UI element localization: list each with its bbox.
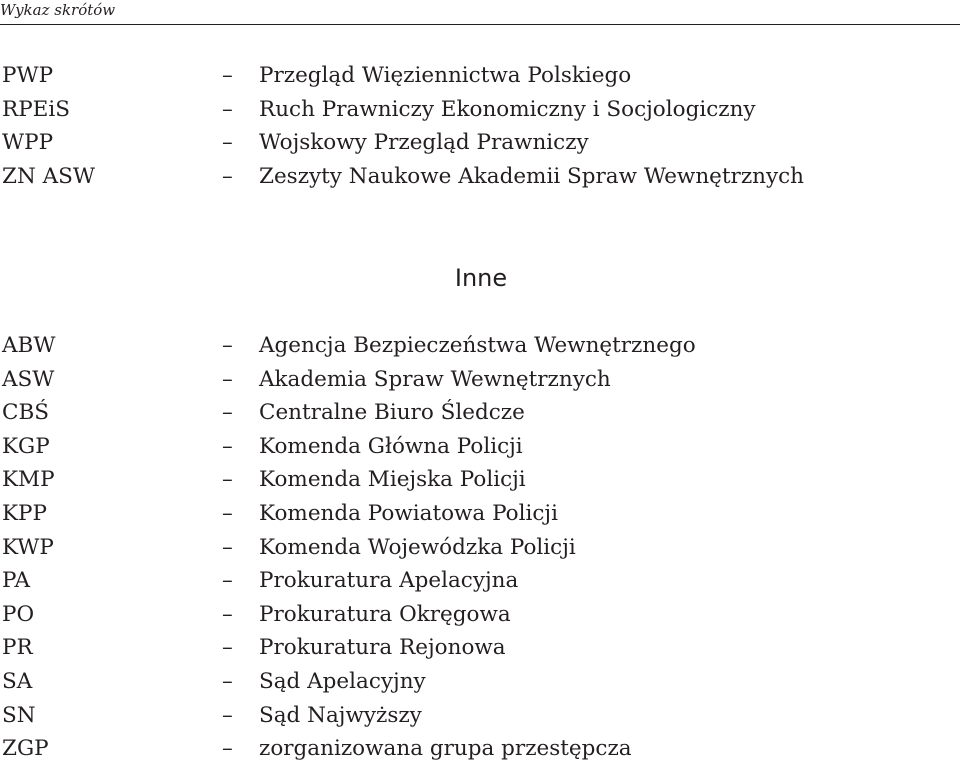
other-abbreviation-list — [0, 329, 960, 766]
abbreviation: ZN ASW — [2, 163, 95, 189]
abbreviation: ZGP — [2, 736, 49, 762]
abbreviation: KMP — [2, 467, 55, 493]
full-name: zorganizowana grupa przestępcza — [259, 736, 632, 762]
dash-separator: – — [222, 668, 233, 694]
abbreviation-entry — [0, 363, 960, 397]
abbreviation: RPEiS — [2, 96, 70, 122]
full-name: Zeszyty Naukowe Akademii Spraw Wewnętrznych — [259, 163, 805, 189]
full-name: Centralne Biuro Śledcze — [259, 400, 525, 426]
dash-separator: – — [222, 163, 233, 189]
dash-separator: – — [222, 601, 233, 627]
full-name: Akademia Spraw Wewnętrznych — [259, 366, 611, 392]
dash-separator: – — [222, 333, 233, 358]
full-name: Komenda Wojewódzka Policji — [259, 534, 576, 560]
abbreviation-entry — [0, 430, 960, 464]
full-name: Przegląd Więziennictwa Polskiego — [259, 63, 632, 88]
abbreviation-entry — [0, 93, 960, 127]
abbreviation-entry — [0, 396, 960, 430]
full-name: Prokuratura Apelacyjna — [259, 568, 519, 594]
abbreviation: KWP — [2, 534, 54, 560]
abbreviation-entry — [0, 699, 960, 733]
abbreviation-entry — [0, 59, 960, 93]
dash-separator: – — [222, 467, 233, 493]
abbreviation: KGP — [2, 433, 50, 459]
dash-separator: – — [222, 96, 233, 122]
abbreviation-entry — [0, 160, 960, 194]
abbreviation-entry — [0, 126, 960, 160]
dash-separator: – — [222, 366, 233, 392]
abbreviation: PA — [2, 568, 31, 594]
abbreviation: WPP — [2, 130, 54, 156]
abbreviation-entry — [0, 598, 960, 632]
abbreviation-entry — [0, 732, 960, 766]
dash-separator: – — [222, 130, 233, 156]
abbreviation-entry — [0, 665, 960, 699]
dash-separator: – — [222, 702, 233, 728]
full-name: Komenda Miejska Policji — [259, 467, 526, 493]
abbreviation: SN — [2, 702, 36, 728]
abbreviation-entry — [0, 497, 960, 531]
full-name: Wojskowy Przegląd Prawniczy — [259, 130, 589, 156]
full-name: Sąd Apelacyjny — [259, 668, 426, 694]
full-name: Komenda Powiatowa Policji — [259, 500, 558, 526]
abbreviation-entry — [0, 329, 960, 363]
abbreviation: PR — [2, 635, 33, 661]
abbreviation: CBŚ — [2, 400, 49, 426]
dash-separator: – — [222, 500, 233, 526]
full-name: Ruch Prawniczy Ekonomiczny i Socjologiczny — [259, 96, 756, 122]
dash-separator: – — [222, 433, 233, 459]
header-rule — [0, 24, 960, 25]
abbreviation: ASW — [2, 366, 55, 392]
abbreviation: PO — [2, 601, 35, 627]
full-name: Prokuratura Okręgowa — [259, 601, 511, 627]
abbreviation: PWP — [2, 63, 54, 88]
abbreviation-entry — [0, 564, 960, 598]
abbreviation: SA — [2, 668, 33, 694]
running-head-title: Wykaz skrótów — [0, 1, 116, 19]
dash-separator: – — [222, 534, 233, 560]
dash-separator: – — [222, 736, 233, 762]
abbreviation-entry — [0, 631, 960, 665]
full-name: Agencja Bezpieczeństwa Wewnętrznego — [259, 333, 696, 358]
dash-separator: – — [222, 400, 233, 426]
section-title-other: Inne — [454, 264, 508, 292]
dash-separator: – — [222, 63, 233, 88]
abbreviation-entry — [0, 463, 960, 497]
dash-separator: – — [222, 568, 233, 594]
abbreviation-entry — [0, 531, 960, 565]
abbreviation: KPP — [2, 500, 47, 526]
abbreviation: ABW — [2, 333, 56, 358]
full-name: Sąd Najwyższy — [259, 702, 422, 728]
dash-separator: – — [222, 635, 233, 661]
journal-abbreviation-list — [0, 59, 960, 193]
full-name: Komenda Główna Policji — [259, 433, 523, 459]
full-name: Prokuratura Rejonowa — [259, 635, 506, 661]
